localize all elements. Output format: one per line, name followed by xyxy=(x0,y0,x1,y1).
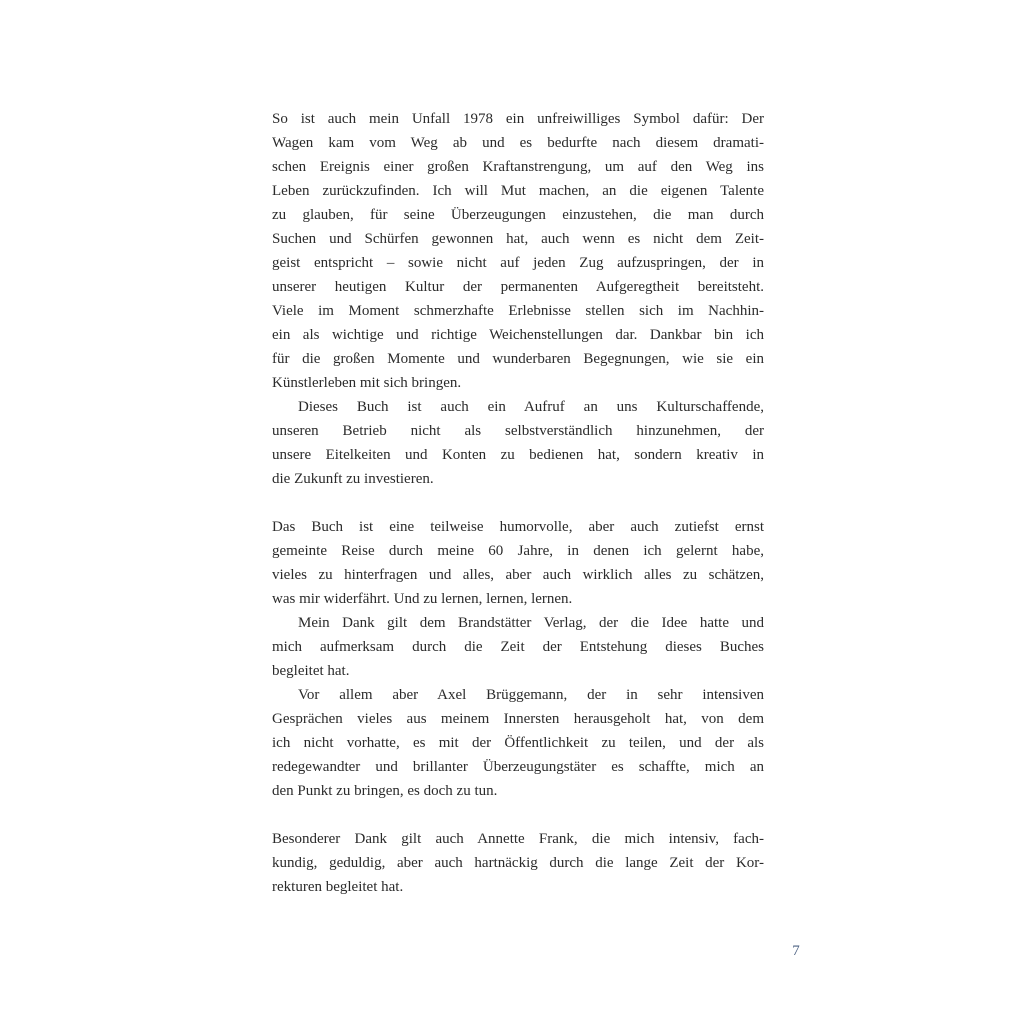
text-line: ein als wichtige und richtige Weichenstellungen dar. Dankbar bin ich xyxy=(272,327,764,343)
text-line: geist entspricht – sowie nicht auf jeden Zug aufzuspringen, der in xyxy=(272,255,764,271)
paragraph xyxy=(272,395,764,491)
paragraph xyxy=(272,107,764,395)
text-line: Dieses Buch ist auch ein Aufruf an uns Kulturschaffende, xyxy=(298,399,764,415)
text-line: was mir widerfährt. Und zu lernen, lernen, lernen. xyxy=(272,591,573,607)
paragraph xyxy=(272,611,764,683)
text-line: mich aufmerksam durch die Zeit der Entstehung dieses Buches xyxy=(272,639,764,655)
text-line: unseren Betrieb nicht als selbstverständlich hinzunehmen, der xyxy=(272,423,764,439)
text-line: unserer heutigen Kultur der permanenten Aufgeregtheit bereitsteht. xyxy=(272,279,764,295)
text-line: Vor allem aber Axel Brüggemann, der in sehr intensiven xyxy=(298,687,764,703)
text-line: für die großen Momente und wunderbaren Begegnungen, wie sie ein xyxy=(272,351,764,367)
text-line: schen Ereignis einer großen Kraftanstrengung, um auf den Weg ins xyxy=(272,159,764,175)
page-text xyxy=(272,107,764,899)
text-line: rekturen begleitet hat. xyxy=(272,879,404,895)
text-line: den Punkt zu bringen, es doch zu tun. xyxy=(272,783,498,799)
paragraph xyxy=(272,827,764,899)
text-line: Mein Dank gilt dem Brandstätter Verlag, der die Idee hatte und xyxy=(298,615,764,631)
text-line: redegewandter und brillanter Überzeugungstäter es schaffte, mich an xyxy=(272,759,764,775)
text-line: Das Buch ist eine teilweise humorvolle, aber auch zutiefst ernst xyxy=(272,519,764,535)
text-line: begleitet hat. xyxy=(272,663,350,679)
text-line: vieles zu hinterfragen und alles, aber auch wirklich alles zu schätzen, xyxy=(272,567,764,583)
text-line: Gesprächen vieles aus meinem Innersten herausgeholt hat, von dem xyxy=(272,711,764,727)
page-number: 7 xyxy=(792,943,800,959)
text-line: kundig, geduldig, aber auch hartnäckig durch die lange Zeit der Kor- xyxy=(272,855,764,871)
text-line: Wagen kam vom Weg ab und es bedurfte nach diesem dramati- xyxy=(272,135,764,151)
text-line: die Zukunft zu investieren. xyxy=(272,471,434,487)
paragraph xyxy=(272,515,764,611)
text-line: So ist auch mein Unfall 1978 ein unfreiwilliges Symbol dafür: Der xyxy=(272,111,764,127)
text-line: Besonderer Dank gilt auch Annette Frank, die mich intensiv, fach- xyxy=(272,831,764,847)
text-line: unsere Eitelkeiten und Konten zu bedienen hat, sondern kreativ in xyxy=(272,447,764,463)
text-line: Künstlerleben mit sich bringen. xyxy=(272,375,462,391)
paragraph xyxy=(272,683,764,803)
text-line: gemeinte Reise durch meine 60 Jahre, in denen ich gelernt habe, xyxy=(272,543,764,559)
text-line: Leben zurückzufinden. Ich will Mut machen, an die eigenen Talente xyxy=(272,183,764,199)
text-line: Suchen und Schürfen gewonnen hat, auch wenn es nicht dem Zeit- xyxy=(272,231,764,247)
text-line: ich nicht vorhatte, es mit der Öffentlichkeit zu teilen, und der als xyxy=(272,735,764,751)
text-line: zu glauben, für seine Überzeugungen einzustehen, die man durch xyxy=(272,207,764,223)
text-line: Viele im Moment schmerzhafte Erlebnisse stellen sich im Nachhin- xyxy=(272,303,764,319)
